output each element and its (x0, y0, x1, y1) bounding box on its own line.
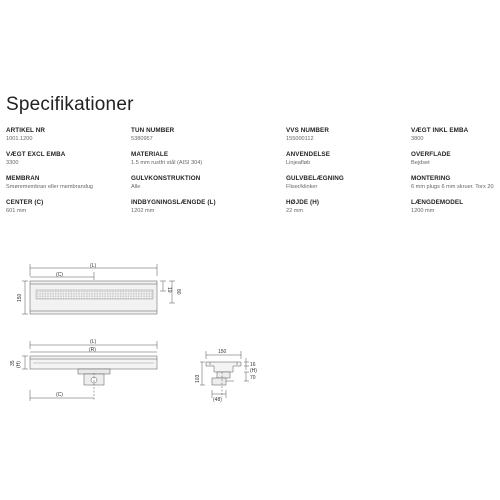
dim-label-width: 150 (17, 293, 23, 302)
spec-label: VÆGT EXCL EMBA (6, 151, 66, 158)
spec-label: OVERFLADE (411, 151, 451, 158)
spec-label: INDBYGNINGSLÆNGDE (L) (131, 199, 216, 206)
spec-value: 1200 mm (411, 208, 435, 214)
dim-label-bottom: (48) (213, 397, 222, 403)
spec-value: 3300 (6, 160, 19, 166)
spec-value: 5380957 (131, 136, 153, 142)
dim-label-c: (C) (56, 392, 63, 398)
spec-value: 1202 mm (131, 208, 155, 214)
dim-label-b: 80 (175, 289, 181, 295)
dim-label-h: (H) (16, 361, 22, 368)
spec-label: HØJDE (H) (286, 199, 320, 206)
spec-label: VÆGT INKL EMBA (411, 127, 469, 134)
spec-value: 1001.1200 (6, 136, 33, 142)
dim-label-l: (L) (90, 339, 97, 345)
drawing-section-view (200, 351, 249, 398)
dim-label-l: (L) (90, 263, 97, 269)
spec-label: ANVENDELSE (286, 151, 331, 158)
drawing-top-view (22, 264, 175, 314)
dim-label-depth: 103 (195, 374, 201, 383)
spec-value: Smøremembran eller membrandug (6, 184, 94, 190)
dim-label-r: (R) (89, 347, 96, 353)
spec-label: MONTERING (411, 175, 451, 182)
spec-value: 155000112 (286, 136, 314, 142)
spec-value: Bejdset (411, 160, 430, 166)
dim-label-c: (C) (56, 272, 63, 278)
dim-label-b: 70 (250, 375, 256, 381)
page-title: Specifikationer (6, 94, 134, 115)
spec-label: GULVKONSTRUKTION (131, 175, 201, 182)
dim-label-top: 150 (218, 349, 227, 355)
spec-value: 1.5 mm rustfri stål (AISI 304) (131, 160, 203, 166)
spec-value: Alle (131, 184, 141, 190)
spec-value: 601 mm (6, 208, 27, 214)
spec-label: ARTIKEL NR (6, 127, 46, 134)
dim-label-h: (H) (250, 368, 257, 374)
spec-value: 6 mm plugs 6 mm skruer. Torx 20 (411, 184, 494, 190)
dim-label-a: 19 (166, 287, 172, 293)
spec-label: CENTER (C) (6, 199, 44, 206)
spec-value: 22 mm (286, 208, 304, 214)
spec-label: VVS NUMBER (286, 127, 329, 134)
spec-value: 3800 (411, 136, 424, 142)
spec-label: GULVBELÆGNING (286, 175, 344, 182)
spec-value: Fliser/klinker (286, 184, 318, 190)
spec-label: MEMBRAN (6, 175, 40, 182)
spec-label: MATERIALE (131, 151, 169, 158)
spec-label: LÆNGDEMODEL (411, 199, 464, 206)
spec-label: TUN NUMBER (131, 127, 175, 134)
dim-label-a: 16 (250, 362, 256, 368)
dim-label-v: 35 (10, 360, 16, 366)
spec-value: Linjeafløb (286, 160, 311, 166)
